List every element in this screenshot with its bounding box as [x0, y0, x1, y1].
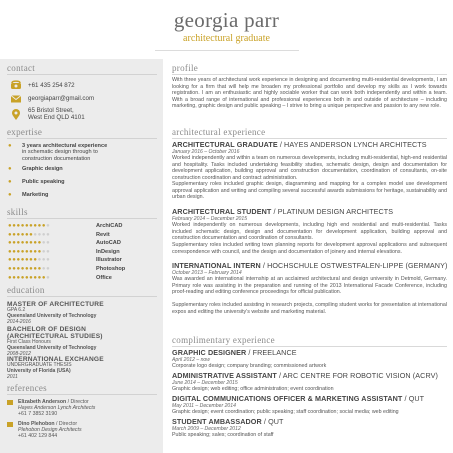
main-content [172, 59, 447, 453]
skill-rating-dots [8, 240, 50, 246]
rating-dot-icon: ● [29, 231, 34, 238]
degree-title: MASTER OF ARCHITECTURE [7, 301, 104, 308]
rating-dot-icon: ● [41, 223, 47, 229]
profile-text: With three years of architectural work experience in designing and documenting multi-residential developments, I am looking for a firm that will help me broaden my professional portfolio and develop my skills as I work towards registration. I am an enthusiastic and highly sociable worker that can work both independently and within a team. With a broad range of international and professional experiences both in and outside of architecture – including marketing, graphic design and public speaking – I strive to bring a unique perspective and passion to any new role. [172, 77, 447, 109]
contact-heading: contact [7, 63, 36, 73]
degree-detail: GPA 6.2 [7, 307, 26, 314]
rating-dot-icon: ● [46, 248, 51, 255]
person-title: architectural graduate [183, 33, 270, 44]
resume-header [0, 0, 453, 52]
address-line-1: 65 Bristol Street, [28, 107, 74, 114]
phone-number[interactable]: +61 435 254 872 [28, 82, 75, 89]
degree-detail: UNDERGRADUATE THESIS [7, 362, 72, 369]
rating-dot-icon: ● [16, 266, 21, 272]
skill-rating-dots [8, 249, 50, 255]
rating-dot-icon: ● [33, 257, 38, 264]
job-title [172, 262, 448, 270]
degree-dates: 2008-2012 [7, 351, 31, 357]
skill-label: Illustrator [96, 257, 122, 264]
degree-title: INTERNATIONAL EXCHANGE [7, 356, 104, 363]
experience-divider [172, 138, 447, 139]
complimentary-divider [172, 346, 447, 347]
address-line-2: West End QLD 4101 [28, 114, 85, 122]
rating-dot-icon: ● [16, 231, 21, 238]
rating-dot-icon: ● [41, 231, 47, 238]
rating-dot-icon: ● [24, 257, 30, 264]
rating-dot-icon: ● [8, 266, 13, 272]
rating-dot-icon: ● [33, 266, 38, 272]
rating-dot-icon: ● [16, 274, 21, 281]
rating-dot-icon: ● [37, 240, 42, 247]
sidebar [0, 59, 163, 453]
rating-dot-icon: ● [24, 248, 30, 255]
job-dates: October 2013 – February 2014 [172, 270, 242, 276]
rating-dot-icon: ● [24, 223, 30, 229]
rating-dot-icon: ● [12, 231, 17, 238]
job-org: / FREELANCE [246, 348, 297, 357]
degree-dates: 2014-2016 [7, 318, 31, 325]
expertise-divider [7, 138, 157, 139]
education-item [7, 301, 157, 326]
rating-dot-icon: ● [24, 266, 30, 272]
job-role: STUDENT AMBASSADOR [172, 417, 262, 426]
reference-item [18, 399, 158, 418]
job-description: Graphic design; event coordination; public speaking; staff coordination; social media; web editing [172, 409, 399, 415]
reference-role: / Director [66, 399, 89, 405]
references-divider [7, 394, 157, 395]
institution: University of Florida (USA) [7, 368, 71, 374]
expertise-text: Marketing [22, 192, 49, 198]
rating-dot-icon: ● [8, 274, 13, 281]
expertise-heading: expertise [7, 127, 43, 137]
rating-dot-icon: ● [20, 240, 25, 247]
rating-dot-icon: ● [20, 231, 25, 238]
address [28, 107, 85, 121]
reference-item [18, 421, 158, 440]
job-title [172, 395, 424, 403]
skill-label: InDesign [96, 248, 120, 255]
phone-icon [10, 80, 22, 90]
skill-rating-dots [8, 257, 50, 263]
bullet-icon: ● [8, 143, 12, 149]
skill-label: AutoCAD [96, 240, 121, 247]
job-description: Supplementary roles included assisting in research projects, compiling student works for presentation at international expos and editing the university's website and marketing material. [172, 302, 447, 315]
rating-dot-icon: ● [37, 248, 42, 255]
email-address[interactable]: georgiaparr@gmail.com [28, 95, 95, 102]
rating-dot-icon: ● [33, 240, 38, 247]
rating-dot-icon: ● [29, 274, 34, 281]
job-description: Graphic design; web editing; office administration; event coordination [172, 386, 334, 392]
job-role: DIGITAL COMMUNICATIONS OFFICER & MARKETING ASSISTANT [172, 394, 403, 403]
job-title [172, 141, 427, 149]
reference-marker-icon [7, 422, 13, 427]
complimentary-heading: complimentary experience [172, 335, 275, 345]
rating-dot-icon: ● [12, 240, 17, 247]
rating-dot-icon: ● [33, 231, 38, 238]
skill-rating-dots [8, 232, 50, 238]
location-icon [10, 109, 22, 121]
bullet-icon: ● [8, 179, 12, 185]
job-org: / QUT [261, 417, 284, 426]
rating-dot-icon: ● [20, 266, 25, 272]
bullet-icon: ● [8, 166, 12, 172]
contact-divider [7, 74, 157, 75]
expertise-text: 3 years architectural experience [22, 143, 108, 149]
profile-heading: profile [172, 63, 199, 73]
job-org: / ARC CENTRE FOR ROBOTIC VISION (ACRV) [276, 371, 438, 380]
skill-label: ArchiCAD [96, 223, 123, 229]
rating-dot-icon: ● [41, 266, 47, 272]
rating-dot-icon: ● [46, 240, 51, 247]
rating-dot-icon: ● [12, 266, 17, 272]
rating-dot-icon: ● [41, 274, 47, 281]
rating-dot-icon: ● [37, 223, 42, 229]
expertise-text: Public speaking [22, 179, 65, 185]
rating-dot-icon: ● [8, 257, 13, 264]
job-role: GRAPHIC DESIGNER [172, 348, 247, 357]
rating-dot-icon: ● [29, 266, 34, 272]
references-heading: references [7, 383, 47, 393]
job-role: ARCHITECTURAL GRADUATE [172, 140, 278, 149]
rating-dot-icon: ● [8, 223, 13, 229]
job-description: Corporate logo design; company branding; commissioned artwork [172, 363, 327, 369]
skill-label: Office [96, 274, 112, 281]
job-role: INTERNATIONAL INTERN [172, 261, 261, 270]
job-description: Was awarded an international internship at an acclaimed architectural and design university in Detmold, Germany. Primary role was assisting in the preparation and running of the 2013 International Facade Conference, including proof-reading and editing conference proceedings for official publication. [172, 276, 447, 295]
skill-label: Revit [96, 231, 110, 238]
job-description: Supplementary roles included graphic design, diagramming and mapping for a complex model use development approval application and writing and compiling several successful awards submissions for heritage, sustainability and urban design. [172, 181, 447, 200]
degree-title: (ARCHITECTURAL STUDIES) [7, 333, 103, 341]
rating-dot-icon: ● [46, 257, 51, 264]
job-description: Worked independently on numerous developments, including high end residential and multi-residential. Tasks included schematic design, design and documentation for development application, building approval and construction documentation and coordination of consultants. [172, 222, 447, 241]
email-icon [10, 94, 22, 104]
job-org: / QUT [402, 394, 425, 403]
rating-dot-icon: ● [8, 240, 13, 247]
skills-divider [7, 218, 157, 219]
job-dates: March 2009 – December 2012 [172, 426, 241, 432]
job-dates: May 2011 – December 2014 [172, 403, 236, 409]
job-title [172, 208, 393, 216]
rating-dot-icon: ● [29, 257, 34, 264]
rating-dot-icon: ● [16, 257, 21, 264]
expertise-text: in schematic design through to [22, 149, 98, 156]
rating-dot-icon: ● [46, 274, 51, 281]
rating-dot-icon: ● [41, 257, 47, 264]
rating-dot-icon: ● [29, 248, 34, 255]
rating-dot-icon: ● [8, 248, 13, 255]
rating-dot-icon: ● [20, 223, 25, 229]
bullet-icon: ● [8, 192, 12, 198]
rating-dot-icon: ● [29, 240, 34, 247]
expertise-text: construction documentation [22, 155, 91, 162]
institution: Queensland University of Technology [7, 345, 97, 352]
rating-dot-icon: ● [12, 248, 17, 255]
rating-dot-icon: ● [8, 231, 13, 238]
job-role: ADMINISTRATIVE ASSISTANT [172, 371, 277, 380]
education-heading: education [7, 285, 45, 295]
job-dates: April 2012 – now [172, 357, 210, 363]
job-dates: June 2014 – December 2015 [172, 380, 238, 386]
degree-title: BACHELOR OF DESIGN [7, 326, 87, 333]
job-dates: January 2016 – October 2016 [172, 149, 240, 155]
rating-dot-icon: ● [37, 266, 42, 272]
rating-dot-icon: ● [16, 248, 21, 255]
reference-marker-icon [7, 400, 13, 405]
skills-heading: skills [7, 207, 28, 217]
job-description: Public speaking; sales; coordination of staff [172, 432, 274, 438]
rating-dot-icon: ● [20, 248, 25, 255]
reference-name: Elizabeth Anderson [18, 399, 67, 405]
reference-org: Hayes Anderson Lynch Architects [18, 405, 96, 412]
rating-dot-icon: ● [24, 274, 30, 281]
rating-dot-icon: ● [29, 223, 34, 229]
rating-dot-icon: ● [12, 274, 17, 281]
education-item [7, 326, 157, 358]
job-description: Supplementary roles included writing town planning reports for development approval applications and subsequent correspondence with council, and the design and documentation of joinery and internal elevations. [172, 242, 447, 255]
rating-dot-icon: ● [16, 240, 21, 247]
job-role: ARCHITECTURAL STUDENT [172, 207, 272, 216]
job-title [172, 372, 438, 380]
job-title [172, 418, 284, 426]
education-divider [7, 296, 157, 297]
expertise-text: Graphic design [22, 166, 63, 172]
job-dates: February 2014 – December 2015 [172, 216, 248, 222]
skill-rating-dots [8, 223, 50, 229]
skill-rating-dots [8, 266, 50, 272]
institution: Queensland University of Technology [7, 313, 97, 319]
rating-dot-icon: ● [20, 257, 25, 264]
rating-dot-icon: ● [16, 223, 21, 229]
degree-dates: 2011 [7, 373, 18, 380]
rating-dot-icon: ● [37, 231, 42, 238]
rating-dot-icon: ● [33, 248, 38, 255]
reference-phone[interactable]: +61 402 129 844 [18, 433, 58, 440]
rating-dot-icon: ● [46, 231, 51, 238]
header-divider [155, 50, 299, 51]
rating-dot-icon: ● [41, 240, 47, 247]
rating-dot-icon: ● [37, 257, 42, 264]
job-org: / HOCHSCHULE OSTWESTFALEN-LIPPE (GERMANY) [260, 261, 448, 270]
profile-divider [172, 74, 447, 75]
skill-label: Photoshop [96, 266, 126, 272]
rating-dot-icon: ● [46, 223, 51, 229]
rating-dot-icon: ● [33, 223, 38, 229]
rating-dot-icon: ● [41, 248, 47, 255]
job-title [172, 349, 297, 357]
person-name: georgia parr [173, 8, 280, 32]
rating-dot-icon: ● [12, 223, 17, 229]
rating-dot-icon: ● [20, 274, 25, 281]
rating-dot-icon: ● [46, 266, 51, 272]
degree-detail: First Class Honours [7, 339, 51, 346]
rating-dot-icon: ● [24, 231, 30, 238]
education-item [7, 356, 157, 381]
job-org: / PLATINUM DESIGN ARCHITECTS [271, 207, 394, 216]
rating-dot-icon: ● [24, 240, 30, 247]
job-org: / HAYES ANDERSON LYNCH ARCHITECTS [277, 140, 427, 149]
rating-dot-icon: ● [33, 274, 38, 281]
reference-role: / Director [54, 421, 78, 427]
reference-phone[interactable]: +61 7 3852 3190 [18, 411, 58, 418]
reference-org: Plehobon Design Architects [18, 427, 82, 434]
experience-heading: architectural experience [172, 127, 266, 137]
job-description: Worked independently and within a team on numerous developments, including multi-residential, high-end residential and hospitality. Tasks included undertaking feasibility studies, schematic design, design and documentation for development application, building approval and construction documentation, coordination of consultants, on-site construction coordination and contract administration. [172, 155, 447, 181]
rating-dot-icon: ● [37, 274, 42, 281]
rating-dot-icon: ● [12, 257, 17, 264]
skill-rating-dots [8, 275, 50, 281]
reference-name: Dino Plehobon [18, 421, 55, 427]
